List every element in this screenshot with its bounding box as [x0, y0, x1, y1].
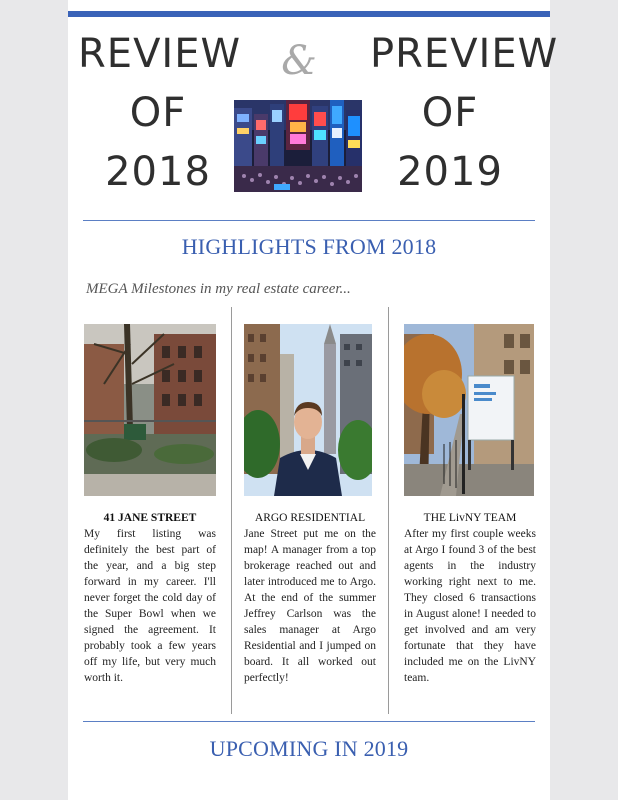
text-livny: After my first couple weeks at Argo I found 3 of the best agents in the industry working right next to me. They closed 6 transactions in August alone! I needed to get involved and am very fortunate that they have included me on the LivNY team. — [404, 528, 536, 684]
highlights-title: HIGHLIGHTS FROM 2018 — [181, 234, 437, 259]
column-livny — [404, 324, 536, 686]
header-2019: 2019 — [397, 149, 503, 195]
ampersand: & — [281, 38, 317, 84]
upcoming-title: UPCOMING IN 2019 — [209, 736, 409, 761]
divider-bottom — [83, 721, 535, 722]
times-square-photo — [234, 100, 362, 192]
column-divider-1 — [231, 307, 232, 714]
column-divider-2 — [388, 307, 389, 714]
column-jane-street — [84, 324, 216, 686]
text-jane-street: My first listing was definitely the best part of the year, and a big step forward in my career. I'll never forget the cold day of the Super Bowl when we signed the agreement. It probably took a few years off my life, but very much worth it. — [84, 528, 216, 684]
caption-argo: ARGO RESIDENTIAL — [254, 512, 366, 524]
header-preview: PREVIEW — [370, 31, 559, 77]
argo-portrait-photo — [244, 324, 372, 496]
column-argo — [244, 324, 376, 686]
header-of-right: OF — [421, 90, 479, 136]
divider-top — [83, 220, 535, 221]
header-of-left: OF — [129, 90, 187, 136]
header-2018: 2018 — [105, 149, 211, 195]
caption-livny: THE LivNY TEAM — [423, 512, 517, 524]
highlights-subtitle: MEGA Milestones in my real estate career... — [86, 281, 351, 297]
caption-jane-street: 41 JANE STREET — [103, 512, 197, 524]
livny-street-photo — [404, 324, 534, 496]
header-review: REVIEW — [78, 31, 242, 77]
text-argo: Jane Street put me on the map! A manager from a top brokerage reached out and later introduced me to Argo. At the end of the summer Jeffrey Carlson was the sales manager at Argo Residential and I jumped on board. It all worked out perfectly! — [244, 528, 376, 684]
newsletter-page — [68, 0, 559, 800]
top-accent-bar — [68, 11, 550, 17]
jane-street-photo — [84, 324, 216, 496]
